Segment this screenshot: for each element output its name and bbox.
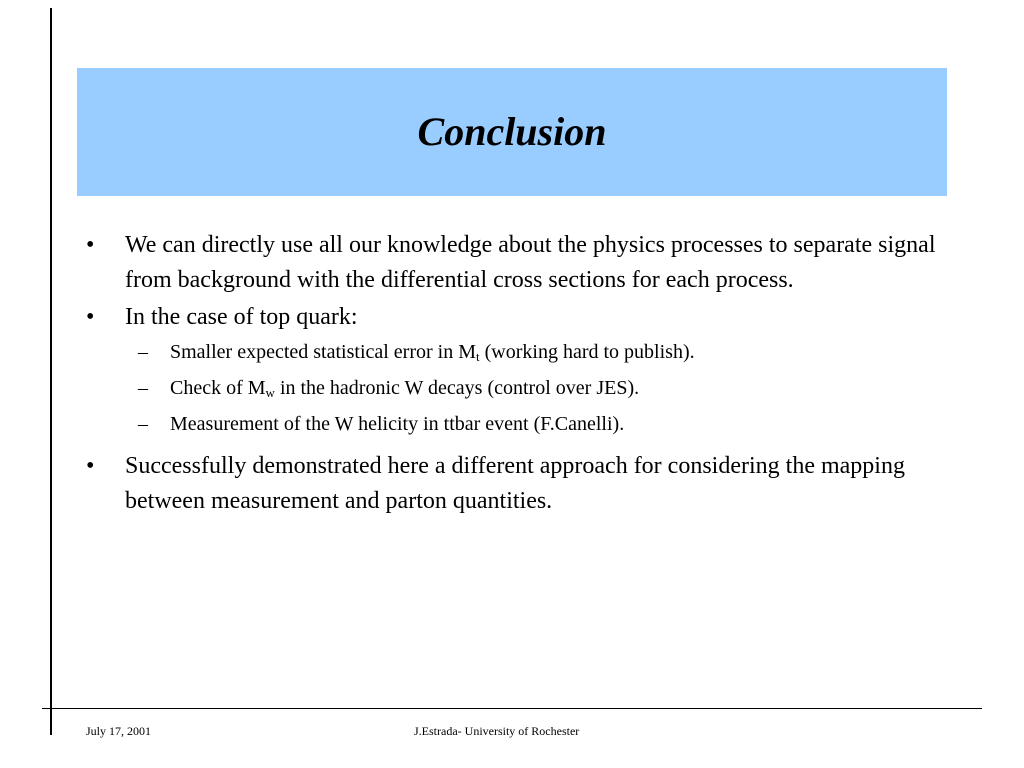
bullet-marker: • [86,232,95,258]
sub-bullet-text-cont: (working hard to publish). [479,341,695,363]
sub-bullet-text: Check of M [170,377,266,399]
subscript: t [476,349,480,364]
sub-bullet-marker: – [138,413,148,435]
footer-author: J.Estrada- University of Rochester [414,724,580,738]
footer-date: July 17, 2001 [86,724,152,738]
sub-bullet-item [86,339,946,365]
footer-horizontal-rule [42,708,982,709]
left-vertical-rule [50,8,52,735]
sub-bullet-marker: – [138,341,148,363]
bullet-list [86,228,946,521]
sub-bullet-text: Smaller expected statistical error in M [170,341,477,363]
bullet-item [86,449,946,519]
bullet-text: In the case of top quark: [125,304,358,330]
bullet-item [86,228,946,298]
bullet-marker: • [86,453,95,479]
bullet-marker: • [86,304,95,330]
bullet-text: We can directly use all our knowledge about the physics processes to separate signal from background with the differential cross sections for each process. [125,232,936,293]
sub-bullet-item [86,411,946,437]
slide-title: Conclusion [417,109,607,154]
title-banner [77,68,947,196]
sub-bullet-text: Measurement of the W helicity in ttbar event (F.Canelli). [170,413,625,435]
bullet-item [86,300,946,335]
sub-bullet-text-cont: in the hadronic W decays (control over JES). [274,377,640,399]
subscript: w [265,385,275,400]
sub-bullet-marker: – [138,377,148,399]
sub-bullet-item [86,375,946,401]
bullet-text: Successfully demonstrated here a different approach for considering the mapping between measurement and parton quantities. [125,453,905,514]
